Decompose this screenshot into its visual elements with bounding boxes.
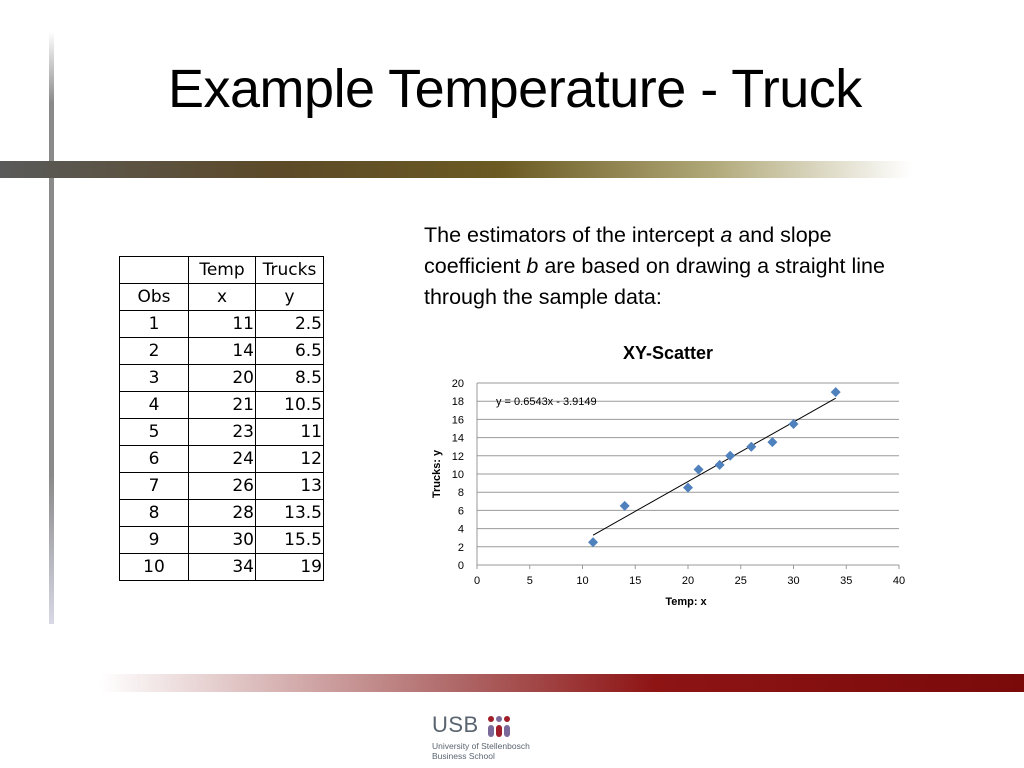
description-part1: The estimators of the intercept — [424, 223, 721, 247]
table-cell: 7 — [120, 473, 189, 500]
x-tick-label: 35 — [840, 575, 853, 587]
table-cell: 13.5 — [256, 500, 324, 527]
table-cell: 10 — [120, 554, 189, 581]
y-tick-label: 14 — [451, 432, 464, 445]
table-cell: 10.5 — [256, 392, 324, 419]
x-tick-label: 15 — [629, 575, 642, 587]
logo-line2: Business School — [432, 751, 495, 761]
y-tick-label: 2 — [457, 541, 464, 554]
data-point — [620, 501, 630, 511]
y-tick-label: 16 — [451, 414, 464, 427]
description-text — [424, 220, 924, 313]
table-cell: 28 — [189, 500, 256, 527]
description-part3: are based on drawing a straight line through the sample data: — [424, 254, 885, 309]
table-cell: x — [189, 284, 256, 311]
table-cell: 13 — [256, 473, 324, 500]
y-axis-label: Trucks: y — [431, 449, 443, 499]
intercept-symbol: a — [720, 223, 733, 247]
table-cell: 20 — [189, 365, 256, 392]
table-cell: 9 — [120, 527, 189, 554]
table-row — [120, 500, 324, 527]
data-point — [767, 437, 777, 447]
x-tick-label: 20 — [681, 575, 695, 587]
table-cell: 26 — [189, 473, 256, 500]
slope-symbol: b — [526, 254, 539, 278]
data-point — [694, 464, 704, 474]
table-row — [120, 392, 324, 419]
x-tick-label: 10 — [576, 575, 589, 587]
table-cell: 2.5 — [256, 311, 324, 338]
table-cell: 6.5 — [256, 338, 324, 365]
table-cell: 2 — [120, 338, 189, 365]
table-cell: 5 — [120, 419, 189, 446]
logo-text: USB — [432, 712, 479, 737]
slide-title: Example Temperature - Truck — [168, 59, 862, 119]
data-table — [119, 256, 324, 581]
table-header-row — [120, 257, 324, 284]
table-cell: 24 — [189, 446, 256, 473]
chart-title: XY-Scatter — [622, 343, 714, 363]
table-row — [120, 527, 324, 554]
table-row — [120, 554, 324, 581]
footer-bar — [100, 674, 1024, 692]
y-tick-label: 18 — [451, 396, 464, 409]
table-cell: 3 — [120, 365, 189, 392]
table-cell: y — [256, 284, 324, 311]
title-underline-bar — [0, 161, 912, 178]
y-tick-label: 10 — [451, 469, 464, 481]
table-cell: 34 — [189, 554, 256, 581]
table-cell: Trucks — [256, 257, 324, 284]
usb-logo — [432, 712, 592, 766]
y-tick-label: 6 — [457, 505, 464, 518]
y-tick-label: 8 — [457, 487, 464, 500]
y-tick-label: 20 — [451, 378, 464, 390]
vertical-accent-line — [49, 32, 54, 624]
table-cell: 4 — [120, 392, 189, 419]
logo-line1: University of Stellenbosch — [432, 741, 530, 751]
table-cell: 6 — [120, 446, 189, 473]
table-row — [120, 473, 324, 500]
description-part2: and slope coefficient — [424, 223, 832, 278]
y-tick-label: 12 — [451, 450, 464, 463]
table-cell: Obs — [120, 284, 189, 311]
trendline — [593, 398, 836, 535]
table-cell: 21 — [189, 392, 256, 419]
y-tick-label: 4 — [457, 523, 464, 536]
table-row — [120, 446, 324, 473]
logo-dots-icon — [482, 715, 562, 739]
table-cell: 11 — [189, 311, 256, 338]
x-tick-label: 0 — [473, 575, 481, 587]
data-point — [588, 537, 598, 547]
table-header-row — [120, 284, 324, 311]
table-cell: 19 — [256, 554, 324, 581]
table-cell: 14 — [189, 338, 256, 365]
table-cell — [120, 257, 189, 284]
y-tick-label: 0 — [457, 560, 464, 572]
table-cell: 12 — [256, 446, 324, 473]
table-row — [120, 338, 324, 365]
table-row — [120, 365, 324, 392]
x-axis-label: Temp: x — [665, 596, 707, 608]
x-tick-label: 30 — [787, 575, 800, 587]
table-row — [120, 419, 324, 446]
table-cell: 8.5 — [256, 365, 324, 392]
table-cell: 30 — [189, 527, 256, 554]
table-cell: 15.5 — [256, 527, 324, 554]
table-cell: 8 — [120, 500, 189, 527]
scatter-chart — [420, 333, 915, 623]
table-cell: 1 — [120, 311, 189, 338]
data-point — [683, 483, 693, 493]
x-tick-label: 25 — [734, 575, 747, 587]
table-row — [120, 311, 324, 338]
x-tick-label: 5 — [526, 575, 533, 587]
data-point — [746, 442, 756, 452]
trendline-equation: y = 0.6543x - 3.9149 — [496, 396, 597, 409]
x-tick-label: 40 — [892, 575, 906, 587]
data-point — [831, 387, 841, 397]
table-cell: Temp — [189, 257, 256, 284]
table-cell: 11 — [256, 419, 324, 446]
table-cell: 23 — [189, 419, 256, 446]
